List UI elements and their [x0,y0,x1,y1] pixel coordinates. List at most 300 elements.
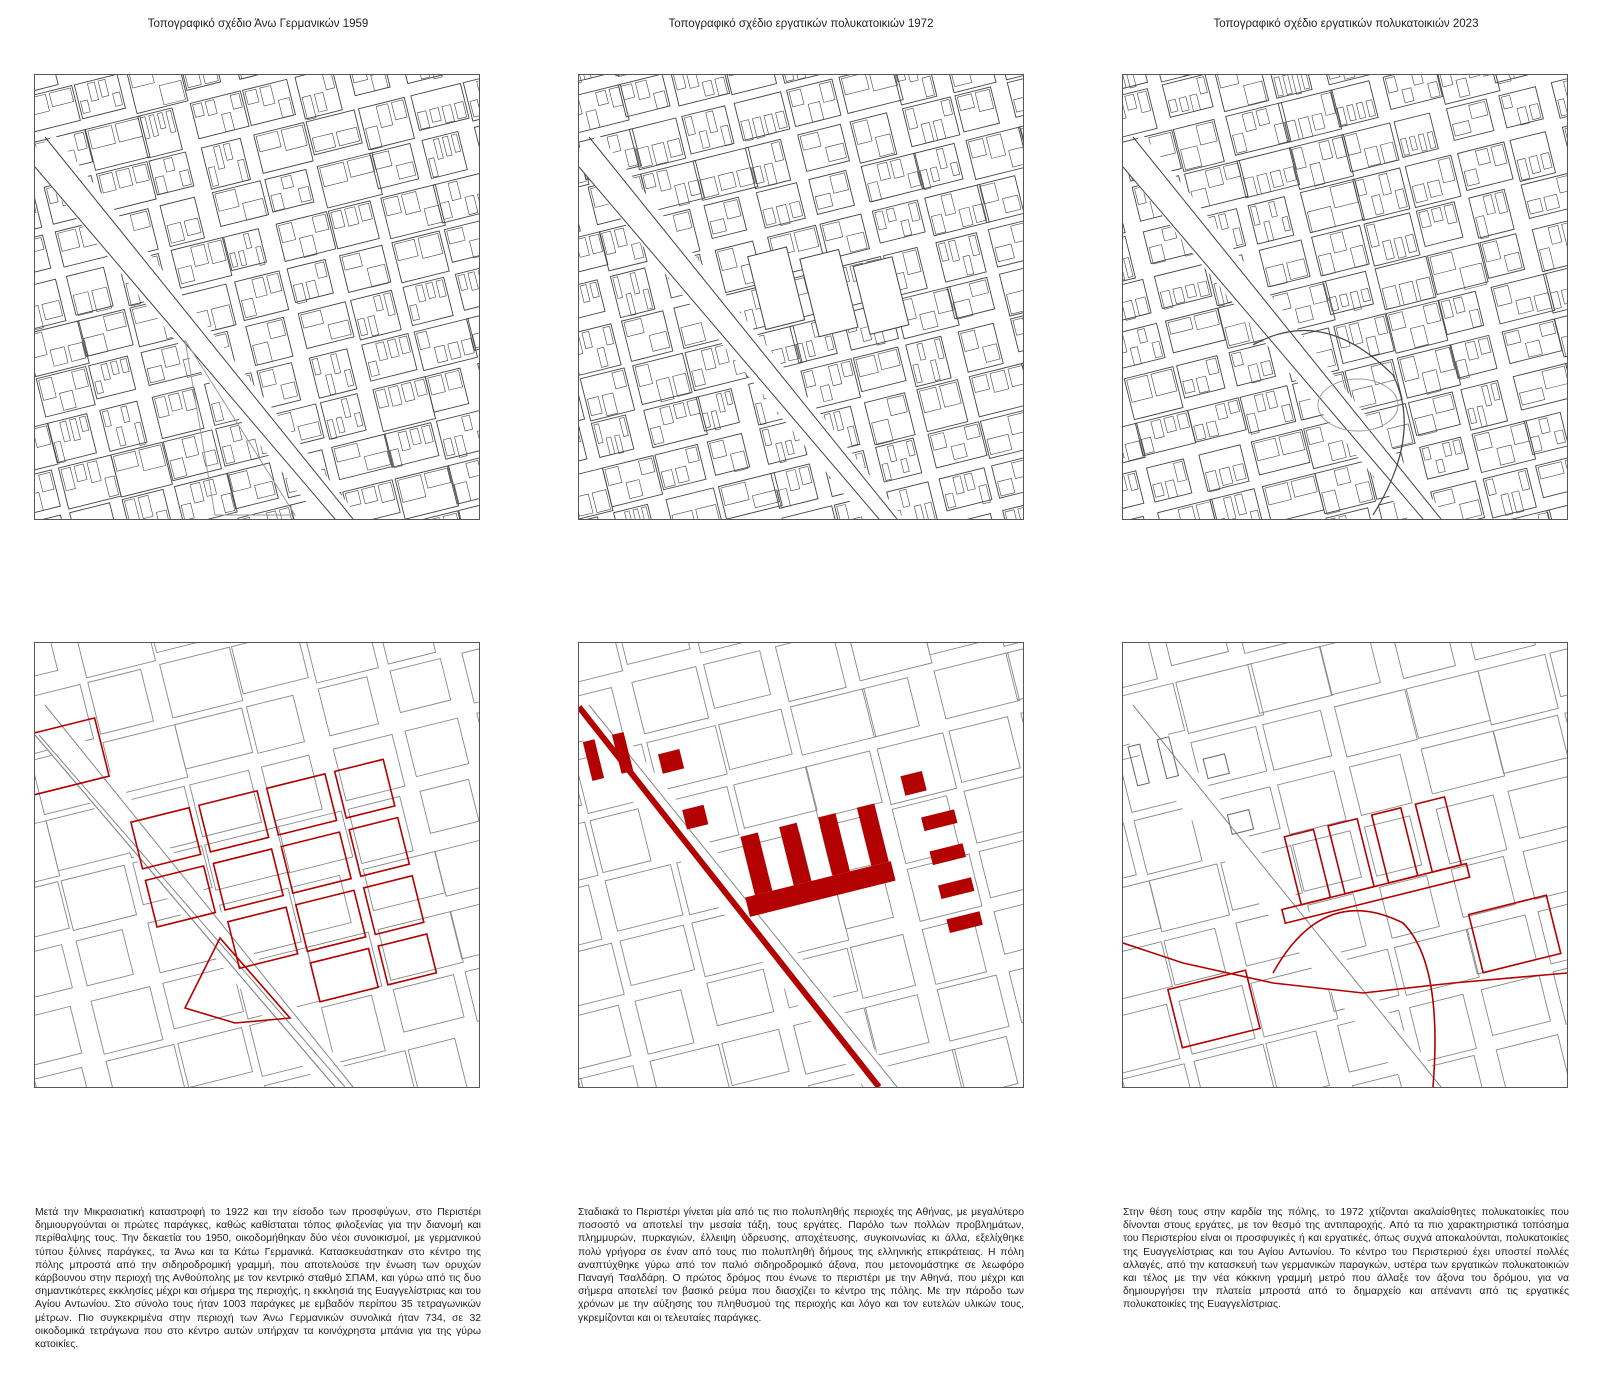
building-footprint [298,186,311,202]
building-footprint [998,478,1015,496]
city-block [707,969,774,1025]
workers-apartment-block [682,805,708,830]
building-footprint [710,219,726,235]
building-footprint [260,85,275,106]
building-footprint [1525,340,1542,357]
building-footprint [222,112,235,131]
building-footprint [410,304,420,320]
city-block [966,127,1023,180]
city-block [1406,671,1490,738]
building-footprint [933,119,946,140]
building-footprint [336,127,359,146]
city-block [35,235,51,278]
apartment-block-outline [1469,895,1561,973]
city-block [1240,386,1296,433]
building-footprint [1205,168,1223,188]
building-footprint [42,300,63,320]
building-footprint [245,89,259,105]
building-footprint [39,472,54,492]
building-footprint [1295,306,1313,323]
building-footprint [448,342,461,360]
building-footprint [579,334,583,355]
building-footprint [342,253,362,270]
city-block [1312,225,1370,276]
city-block [450,899,479,959]
building-footprint [1344,133,1361,155]
building-footprint [375,389,388,408]
city-block [35,321,89,377]
city-block [406,511,466,519]
city-block [405,718,469,776]
city-block [579,192,580,240]
building-footprint [606,437,615,455]
building-footprint [1279,432,1305,455]
building-footprint [803,371,815,388]
city-block [671,75,730,106]
building-footprint [790,201,803,218]
building-footprint [72,369,89,389]
building-footprint [1125,94,1137,110]
building-footprint [652,142,668,164]
building-footprint [945,493,956,508]
building-footprint [1423,303,1441,324]
city-block [420,779,479,833]
building-footprint [1173,287,1185,304]
building-footprint [931,214,945,234]
building-footprint [255,481,276,498]
city-block [390,659,451,713]
building-footprint [35,332,47,358]
building-footprint [1436,459,1445,473]
building-footprint [58,229,80,251]
city-block [775,643,846,702]
city-block [436,410,479,459]
building-footprint [54,441,65,463]
building-footprint [1482,241,1500,262]
city-block [1022,350,1023,402]
barracks-block-outline [335,759,395,818]
building-footprint [887,445,896,462]
building-footprint [116,427,126,447]
workers-apartment-block [938,877,974,899]
building-footprint [1375,316,1388,335]
building-footprint [633,509,641,519]
avenue-edge [45,137,353,519]
building-footprint [1265,483,1292,505]
building-footprint [906,75,919,82]
city-block [1006,643,1023,700]
building-footprint [1453,440,1463,455]
building-footprint [1334,468,1351,486]
building-footprint [320,162,348,187]
building-footprint [124,499,139,519]
building-footprint [1529,155,1541,173]
building-footprint [1328,518,1339,519]
building-footprint [69,419,80,441]
building-footprint [1350,245,1367,268]
building-footprint [1256,109,1270,126]
building-footprint [354,412,362,426]
city-block [579,943,624,1010]
city-block [1315,461,1376,514]
building-footprint [934,339,944,359]
city-block [782,506,842,519]
building-footprint [426,282,436,298]
building-footprint [87,461,101,483]
building-footprint [399,336,411,354]
city-block [351,290,402,340]
top2-grid [1123,75,1567,519]
building-footprint [1231,352,1243,367]
city-block [618,75,670,117]
city-block [847,643,932,681]
building-footprint [1409,136,1417,150]
city-block [35,515,68,519]
city-block [1502,319,1562,363]
building-footprint [930,360,940,381]
building-footprint [687,399,700,415]
city-block [400,75,444,84]
building-footprint [1475,148,1490,165]
building-footprint [995,244,1015,262]
building-footprint [1217,75,1239,88]
city-block [35,821,60,894]
city-block [1461,381,1508,430]
building-footprint [1469,309,1481,327]
building-footprint [1364,146,1380,166]
city-block [1123,1064,1196,1087]
building-footprint [983,344,1000,363]
city-block [1179,986,1255,1055]
building-footprint [418,233,443,258]
building-footprint [1018,507,1023,519]
building-footprint [170,458,187,479]
city-block [1259,240,1310,287]
city-block [579,427,587,469]
city-block [459,497,479,519]
city-block [1421,731,1504,794]
building-footprint [1012,460,1023,479]
building-footprint [362,486,378,503]
building-footprint [1474,432,1492,450]
building-footprint [1123,334,1127,354]
city-block [1319,643,1380,695]
building-footprint [800,132,821,150]
building-footprint [1326,75,1340,79]
city-block [1248,197,1294,244]
avenue-edge [589,705,897,1087]
building-footprint [936,148,947,169]
building-footprint [799,466,812,484]
city-block [635,990,694,1054]
building-footprint [975,89,994,111]
building-footprint [972,375,990,393]
city-block [917,380,968,432]
building-footprint [1435,347,1454,372]
building-footprint [1165,480,1178,499]
building-footprint [230,93,242,109]
city-block [579,643,623,687]
building-footprint [430,108,442,123]
building-footprint [1519,388,1544,406]
building-footprint [580,285,590,303]
city-block [393,975,464,1032]
building-footprint [1433,394,1455,413]
building-footprint [819,81,835,102]
building-footprint [1282,216,1291,231]
city-block [1480,234,1525,278]
building-footprint [808,102,824,123]
building-footprint [1177,413,1190,429]
building-footprint [322,75,335,90]
building-footprint [247,439,260,460]
building-footprint [92,287,112,312]
building-footprint [103,312,126,331]
city-block [620,925,695,985]
building-footprint [315,262,327,279]
city-block [919,643,984,655]
building-footprint [1389,312,1406,331]
building-footprint [853,120,873,145]
building-footprint [806,341,815,357]
building-footprint [1196,376,1209,393]
city-block [35,643,58,682]
building-footprint [178,266,195,284]
building-footprint [869,75,897,91]
building-footprint [957,94,974,111]
building-footprint [1196,502,1215,519]
city-block [160,647,243,718]
building-footprint [1312,113,1325,130]
city-block [1353,168,1410,220]
building-footprint [1283,75,1293,94]
building-footprint [166,110,176,132]
building-footprint [1203,754,1229,779]
title-2023: Τοπογραφικό σχέδιο εργατικών πολυκατοικιών 2023 [1213,18,1479,30]
building-footprint [179,170,191,187]
building-footprint [1319,140,1333,160]
workers-apartment-block [853,257,909,335]
building-footprint [1178,506,1196,519]
building-footprint [478,269,479,289]
apartment-block-outline [1328,819,1374,894]
building-footprint [756,403,767,425]
building-footprint [238,250,246,266]
building-footprint [785,440,794,455]
building-footprint [901,458,910,472]
building-footprint [398,431,410,451]
city-block [862,678,919,737]
building-footprint [579,237,589,257]
city-block [1009,957,1023,1023]
building-footprint [139,445,166,471]
building-footprint [1135,297,1149,316]
building-footprint [440,201,453,219]
city-block [579,1066,646,1087]
city-block [1123,881,1161,946]
city-block [238,505,298,519]
topo-map-2023-svg [1123,75,1567,519]
building-footprint [1452,121,1471,137]
building-footprint [74,132,87,150]
building-footprint [328,320,351,339]
building-footprint [98,79,109,97]
city-block [1550,643,1567,697]
city-block [467,310,479,350]
city-block [88,669,154,734]
building-footprint [1465,341,1478,360]
building-footprint [1416,277,1434,300]
city-block [358,97,414,149]
building-footprint [1287,259,1308,280]
building-footprint [278,98,293,118]
building-footprint [35,237,44,251]
building-footprint [953,476,964,494]
building-footprint [1366,224,1379,248]
city-block [734,92,790,141]
workers-apartment-block [857,803,889,866]
building-footprint [718,172,736,190]
building-footprint [434,345,447,363]
building-footprint [643,173,656,189]
building-footprint [1218,214,1228,230]
building-footprint [964,473,975,491]
workers-apartment-block [900,771,926,796]
building-footprint [941,99,953,116]
building-footprint [1372,195,1384,215]
city-block [246,695,304,753]
building-footprint [794,228,819,252]
building-footprint [1561,334,1567,357]
railway-line [35,735,335,1087]
building-footprint [1254,438,1280,461]
building-footprint [1219,467,1233,485]
city-block [1123,1004,1180,1073]
building-footprint [129,75,154,88]
city-block [682,106,734,154]
building-footprint [101,363,111,380]
city-block [35,279,66,331]
building-footprint [590,282,599,298]
building-footprint [1427,180,1442,198]
city-block [902,97,959,147]
building-footprint [1124,257,1133,277]
city-block [934,653,1020,719]
building-footprint [875,134,894,157]
building-footprint [394,239,418,260]
building-footprint [1517,107,1529,125]
city-block [994,894,1023,954]
building-footprint [1505,330,1521,345]
city-block [1553,958,1567,1024]
title-1972: Τοπογραφικό σχέδιο εργατικών πολυκατοικιών 1972 [668,18,934,30]
city-block [906,336,951,386]
avenue-band [35,703,365,1087]
building-footprint [147,365,165,383]
building-footprint [847,232,868,252]
building-footprint [1402,88,1414,103]
building-footprint [1270,170,1283,188]
city-block [1123,643,1157,693]
building-footprint [789,89,804,107]
building-footprint [1539,321,1555,336]
city-block [373,377,436,432]
building-footprint [401,191,420,214]
building-footprint [87,82,98,101]
building-footprint [1206,421,1218,437]
city-block [465,956,479,1021]
building-footprint [159,80,185,105]
building-footprint [243,233,251,248]
building-footprint [614,228,627,247]
building-footprint [701,348,716,370]
building-footprint [373,295,383,311]
city-block [937,975,1009,1041]
building-footprint [715,77,728,96]
building-footprint [191,244,209,266]
city-block [579,822,598,892]
city-block [734,767,817,828]
building-footprint [1527,198,1543,214]
city-block [35,86,80,133]
building-footprint [59,390,76,410]
building-footprint [367,264,389,287]
building-footprint [298,422,321,441]
building-footprint [950,162,959,176]
diagram-map-1972-svg [579,643,1023,1087]
diagram-map-1959-svg [35,643,479,1087]
city-block [1524,412,1567,454]
building-footprint [1491,144,1507,166]
city-block [996,75,1023,80]
workers-apartment-block [921,809,957,831]
building-footprint [368,361,379,377]
building-footprint [1223,497,1236,519]
city-block [579,1005,631,1069]
city-block [1021,695,1023,764]
building-footprint [1441,300,1453,319]
building-footprint [1355,179,1367,196]
building-footprint [465,195,478,215]
building-footprint [776,111,788,129]
building-footprint [1541,153,1553,170]
city-block [1562,117,1567,161]
city-block [347,75,390,96]
city-block [1435,75,1500,104]
city-block [1478,654,1558,725]
avenue-edge [1133,137,1441,519]
workers-apartment-block [740,832,772,895]
building-footprint [1228,400,1240,413]
building-footprint [1330,182,1358,208]
building-footprint [1548,225,1562,244]
building-footprint [113,92,123,106]
building-footprint [877,162,890,180]
city-block [1176,664,1264,734]
city-block [348,796,413,863]
building-footprint [376,342,388,361]
city-block [666,488,721,519]
city-block [1323,271,1374,314]
city-block [979,840,1023,898]
building-footprint [1465,75,1479,78]
building-footprint [1422,447,1431,460]
building-footprint [1183,379,1195,393]
city-block [332,434,393,480]
building-footprint [1123,75,1126,89]
apartment-block-outline [1168,970,1260,1048]
city-block [35,945,72,1002]
